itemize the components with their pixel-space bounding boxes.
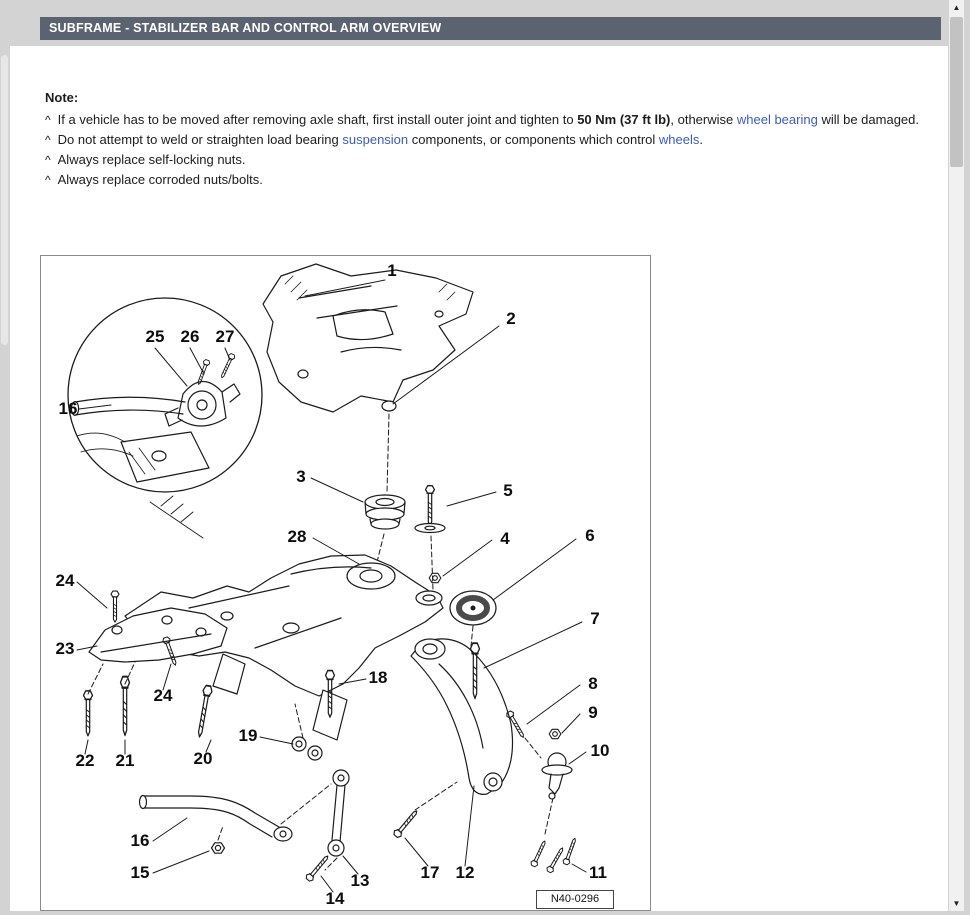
scroll-down-icon[interactable]: ▼	[949, 896, 964, 911]
note-marker: ^	[45, 133, 51, 147]
callout-24-left: 24	[55, 571, 75, 590]
callout-16-top: 16	[58, 399, 78, 418]
control-arm-bushing-6	[450, 591, 496, 625]
nut-9	[549, 729, 561, 738]
callout-6: 6	[585, 526, 595, 545]
bolt-21	[121, 677, 130, 736]
callout-14: 14	[325, 889, 345, 908]
bushings-19	[292, 737, 322, 760]
note-text: Always replace corroded nuts/bolts.	[57, 172, 263, 187]
note-text: If a vehicle has to be moved after removing axle shaft, first install outer joint and tighten to	[57, 112, 578, 127]
note-item	[45, 130, 933, 150]
callout-22: 22	[75, 751, 95, 770]
nut-15	[212, 843, 225, 853]
torque-value: 50 Nm (37 ft lb)	[577, 112, 671, 127]
nut-4	[429, 573, 441, 582]
callout-12: 12	[455, 863, 475, 882]
callout-10: 10	[590, 741, 610, 760]
note-marker: ^	[45, 113, 51, 127]
callout-5: 5	[503, 481, 513, 500]
suspension-link[interactable]: suspension	[342, 132, 409, 147]
body-rail-sketch	[150, 496, 203, 538]
note-label: Note:	[45, 90, 79, 105]
scroll-up-icon[interactable]: ▲	[949, 0, 964, 15]
callout-3: 3	[296, 467, 306, 486]
callout-13: 13	[350, 871, 370, 890]
callout-19: 19	[238, 726, 258, 745]
callout-15: 15	[130, 863, 150, 882]
callout-16-bottom: 16	[130, 831, 150, 850]
callout-2: 2	[506, 309, 516, 328]
note-text: .	[699, 132, 703, 147]
note-text: , otherwise	[670, 112, 737, 127]
callout-23: 23	[55, 639, 75, 658]
note-item	[45, 110, 933, 130]
note-item	[45, 170, 933, 190]
callout-27: 27	[215, 327, 235, 346]
subframe-diagram	[40, 255, 651, 911]
callout-11: 11	[589, 863, 607, 882]
left-scrollbar-thumb[interactable]	[1, 55, 8, 345]
subframe-mount-bushing-3	[365, 495, 405, 529]
bolt-17	[392, 808, 420, 839]
figure-reference: N40-0296	[536, 890, 614, 909]
callout-25: 25	[145, 327, 165, 346]
page-title: SUBFRAME - STABILIZER BAR AND CONTROL ARM OVERVIEW	[49, 21, 442, 35]
bolt-5	[415, 486, 445, 533]
ball-joint-10	[542, 753, 572, 799]
callout-21: 21	[115, 751, 135, 770]
wheels-link[interactable]: wheels	[658, 132, 700, 147]
left-scrollbar-track	[0, 0, 10, 911]
underbody-panel-drawing	[263, 264, 473, 412]
note-marker: ^	[45, 153, 51, 167]
callout-9: 9	[588, 703, 598, 722]
callout-1: 1	[387, 261, 397, 280]
bolt-14	[305, 853, 331, 882]
note-text: components, or components which control	[408, 132, 659, 147]
vertical-scrollbar	[949, 0, 964, 911]
callout-28: 28	[287, 527, 307, 546]
page-title-bar	[40, 17, 941, 40]
callout-18: 18	[368, 668, 388, 687]
callout-17: 17	[420, 863, 440, 882]
stabilizer-link-13	[328, 770, 349, 856]
callout-20: 20	[193, 749, 213, 768]
ball-joint-bolts-11	[530, 837, 578, 874]
bolt-24-upper	[111, 591, 119, 622]
subframe-diagram-svg	[41, 256, 650, 910]
note-text: will be damaged.	[817, 112, 919, 127]
note-section	[45, 88, 933, 190]
scrollbar-thumb[interactable]	[950, 17, 963, 167]
note-item	[45, 150, 933, 170]
callout-8: 8	[588, 674, 598, 693]
note-marker: ^	[45, 173, 51, 187]
wheel-bearing-link[interactable]: wheel bearing	[736, 112, 818, 127]
callout-4: 4	[500, 529, 510, 548]
bolt-20	[195, 685, 213, 738]
note-text: Do not attempt to weld or straighten load bearing	[57, 132, 343, 147]
callout-7: 7	[590, 609, 600, 628]
bolt-22	[84, 691, 93, 736]
callout-26: 26	[180, 327, 200, 346]
note-text: Always replace self-locking nuts.	[57, 152, 246, 167]
callout-24-lower: 24	[153, 686, 173, 705]
